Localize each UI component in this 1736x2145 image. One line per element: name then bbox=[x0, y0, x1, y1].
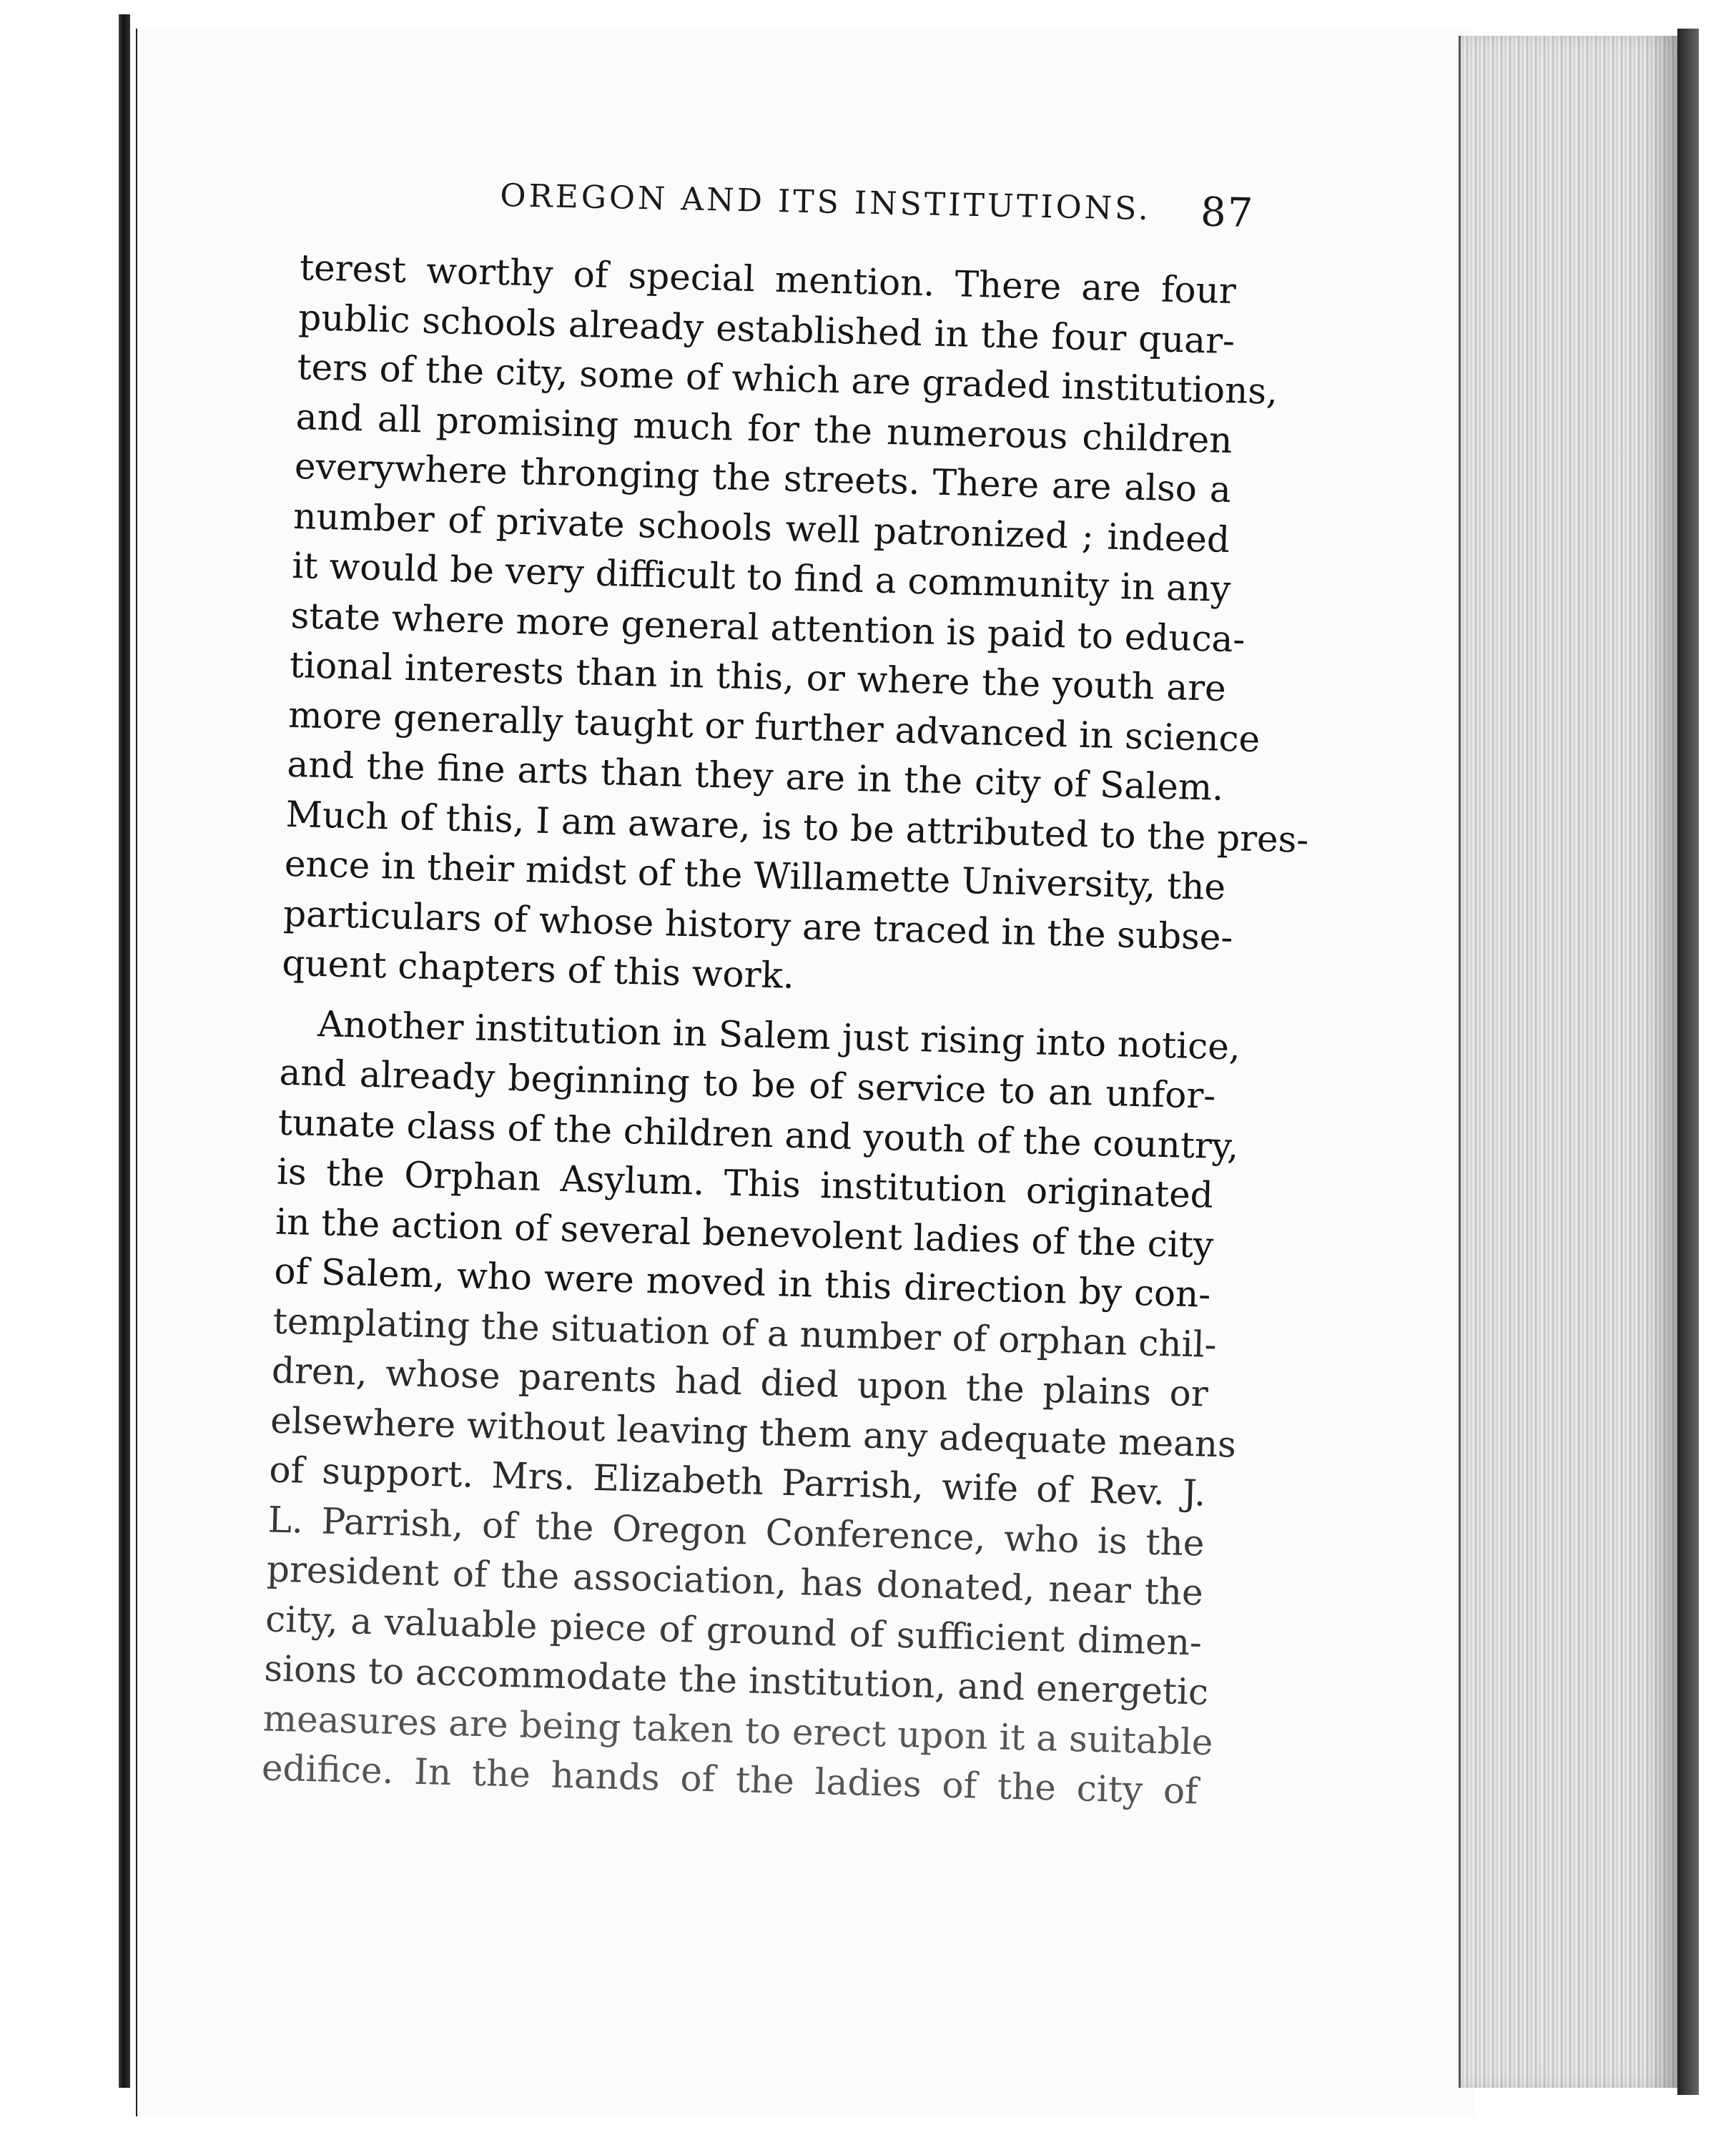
text-line: number of private schools well patronized ; indeed bbox=[292, 495, 1231, 561]
text-line: of support. Mrs. Elizabeth Parrish, wife of Rev. J. bbox=[268, 1449, 1206, 1514]
text-line: and all promising much for the numerous children bbox=[295, 395, 1233, 461]
body-text bbox=[261, 243, 1309, 1817]
text-line: edifice. In the hands of the ladies of the city of bbox=[261, 1747, 1199, 1813]
paragraph-1 bbox=[281, 243, 1309, 1012]
page-edges-shadow bbox=[1677, 29, 1699, 2095]
text-line: city, a valuable piece of ground of sufficient dimen- bbox=[265, 1597, 1203, 1664]
binding-edge bbox=[119, 14, 130, 2088]
text-line: tunate class of the children and youth of the country, bbox=[277, 1101, 1240, 1168]
page-number: 87 bbox=[1200, 189, 1256, 237]
text-line: it would be very difficult to find a community in any bbox=[291, 544, 1232, 611]
running-head-title: OREGON AND ITS INSTITUTIONS. bbox=[499, 177, 1152, 228]
text-line: and already beginning to be of service to an unfor- bbox=[278, 1051, 1216, 1117]
text-line: of Salem, who were moved in this direction by con- bbox=[273, 1250, 1211, 1316]
text-line: in the action of several benevolent ladies of the city bbox=[275, 1200, 1214, 1266]
text-line: president of the association, has donated, near the bbox=[266, 1548, 1204, 1614]
paragraph-2 bbox=[261, 998, 1241, 1817]
left-binding bbox=[0, 0, 136, 2145]
text-line: templating the situation of a number of orphan chil- bbox=[272, 1300, 1218, 1366]
text-line: everywhere thronging the streets. There are also a bbox=[294, 445, 1232, 511]
text-line: more generally taught or further advanced in science bbox=[287, 694, 1261, 760]
text-line: ence in their midst of the Willamette University, the bbox=[284, 842, 1226, 909]
text-line: Much of this, I am aware, is to be attributed to the pres- bbox=[285, 793, 1309, 861]
text-line: Another institution in Salem just rising into notice, bbox=[317, 1002, 1241, 1068]
text-line: L. Parrish, of the Oregon Conference, who is the bbox=[267, 1498, 1205, 1564]
text-line: and the fine arts than they are in the city of Salem. bbox=[286, 743, 1224, 809]
text-line: state where more general attention is paid to educa- bbox=[290, 594, 1246, 661]
text-line: sions to accommodate the institution, and energetic bbox=[263, 1647, 1209, 1713]
text-line: tional interests than in this, or where the youth are bbox=[289, 644, 1227, 709]
text-line: measures are being taken to erect upon it a suitable bbox=[262, 1697, 1214, 1763]
text-line: dren, whose parents had died upon the plains or bbox=[271, 1349, 1209, 1415]
text-line: elsewhere without leaving them any adequate means bbox=[270, 1399, 1237, 1466]
text-line: ters of the city, some of which are graded institutions, bbox=[296, 345, 1278, 413]
text-line: quent chapters of this work. bbox=[281, 942, 795, 997]
text-line: is the Orphan Asylum. This institution originated bbox=[276, 1150, 1214, 1216]
text-line: particulars of whose history are traced in the subse- bbox=[282, 892, 1234, 958]
text-line: public schools already established in the four quar- bbox=[297, 296, 1236, 362]
page-edges bbox=[1459, 36, 1682, 2088]
text-line: terest worthy of special mention. There are four bbox=[299, 246, 1237, 312]
